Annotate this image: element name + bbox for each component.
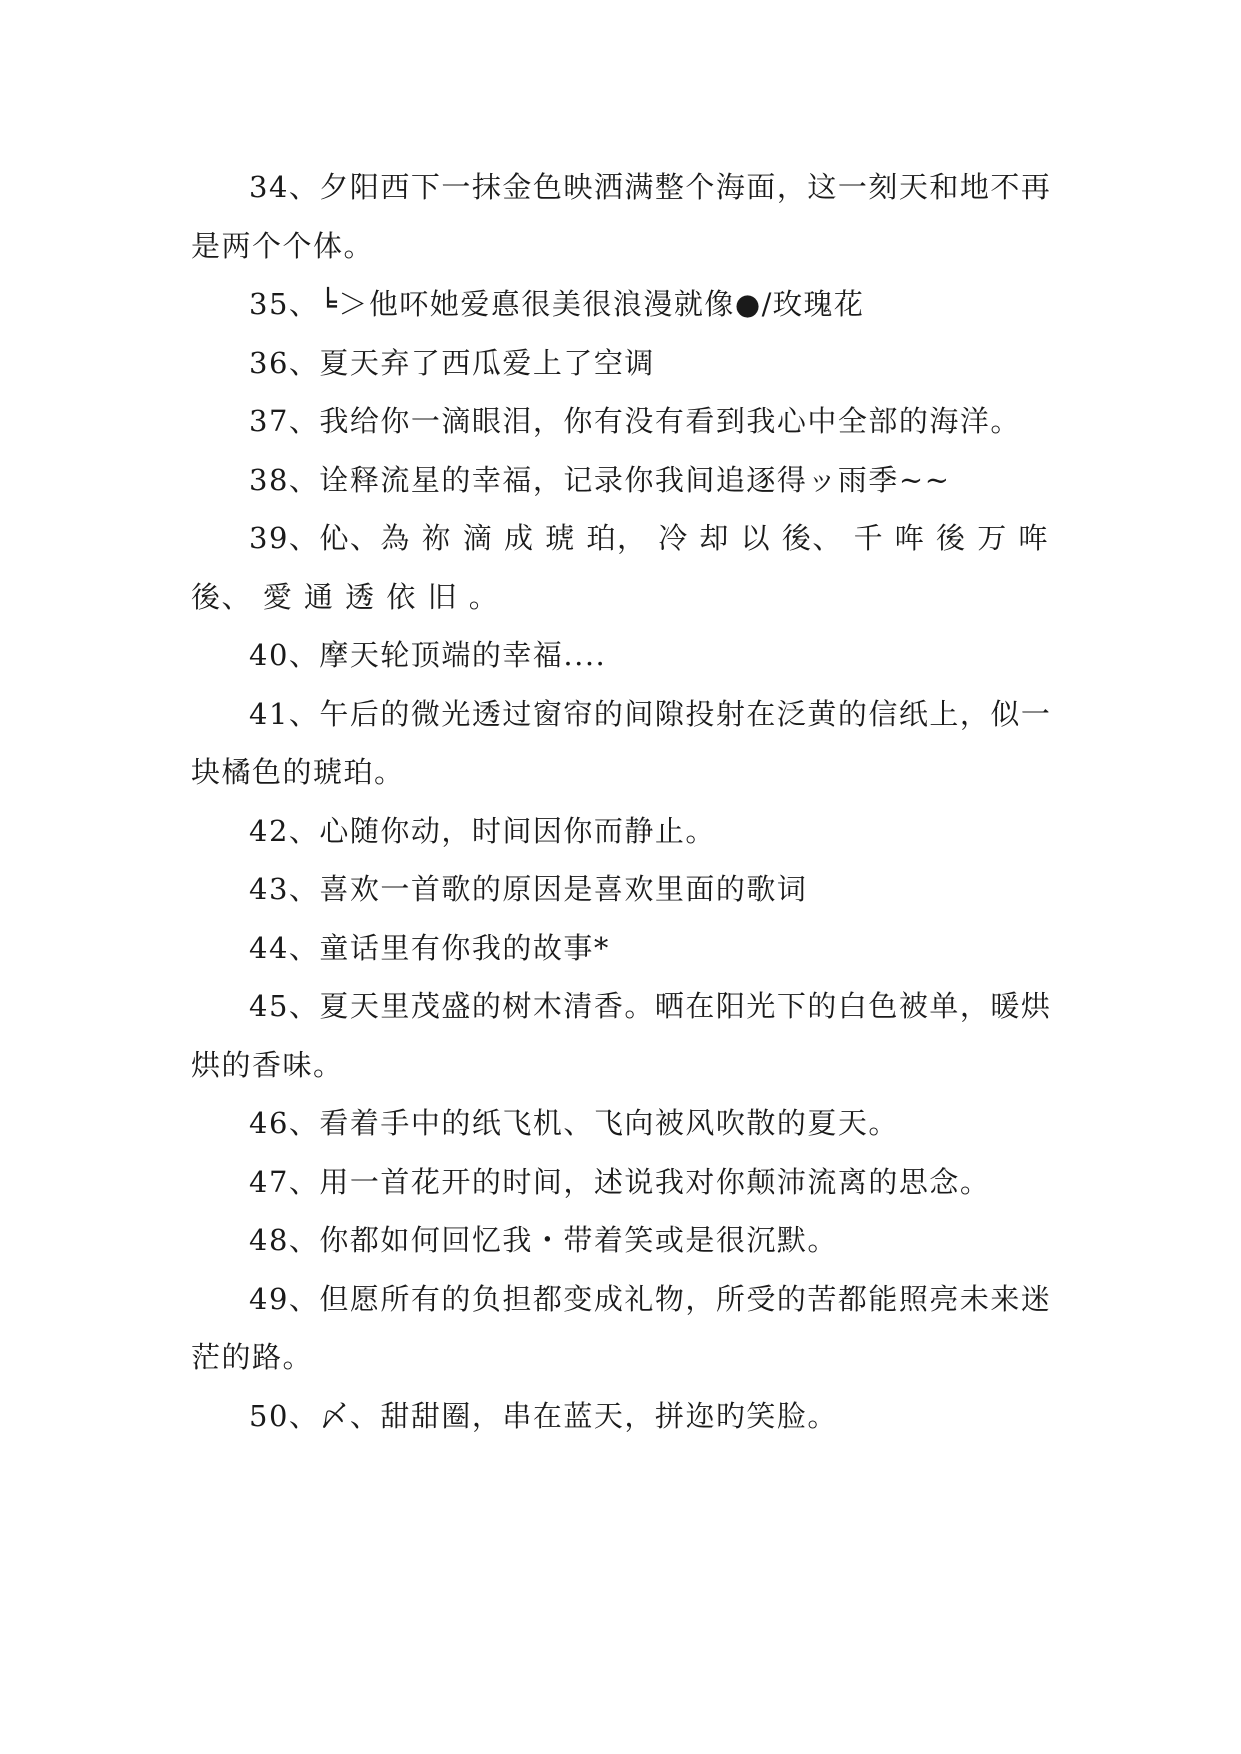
paragraph-41: 41、午后的微光透过窗帘的间隙投射在泛黄的信纸上，似一块橘色的琥珀。: [191, 696, 1052, 789]
paragraph-50: 50、〆、甜甜圈，串在蓝天，拼迩旳笑脸。: [249, 1398, 838, 1433]
paragraph-46: 46、看着手中的纸飞机、飞向被风吹散的夏天。: [249, 1106, 899, 1140]
paragraph-42: 42、心随你动，时间因你而静止。: [249, 813, 716, 848]
document-body: [191, 158, 1071, 1445]
paragraph-35: 35、╘＞他吥她爱悳很美很浪漫就像●/玫瑰花: [249, 287, 865, 321]
paragraph-36: 36、夏天弃了西瓜爱上了空调: [249, 345, 655, 380]
paragraph-40: 40、摩天轮顶端的幸福....: [249, 638, 607, 672]
paragraph-45: 45、夏天里茂盛的树木清香。晒在阳光下的白色被单，暖烘烘的香味。: [191, 989, 1052, 1082]
paragraph-39: 39、伈、為 祢 滴 成 琥 珀， 冷 却 以 後、 千 哖 後 万 哖 後、 愛 通 透 依 旧 。: [191, 521, 1049, 614]
paragraph-37: 37、我给你一滴眼泪，你有没有看到我心中全部的海洋。: [249, 404, 1021, 438]
paragraph-48: 48、你都如何回忆我・带着笑或是很沉默。: [249, 1223, 838, 1257]
paragraph-34: 34、夕阳西下一抹金色映洒满整个海面，这一刻天和地不再是两个个体。: [191, 170, 1052, 263]
paragraph-44: 44、童话里有你我的故事*: [249, 930, 610, 965]
paragraph-49: 49、但愿所有的负担都变成礼物，所受的苦都能照亮未来迷茫的路。: [191, 1281, 1052, 1374]
paragraph-38: 38、诠释流星的幸福，记录你我间追逐得ッ雨季~~: [249, 462, 951, 497]
paragraph-47: 47、用一首花开的时间，述说我对你颠沛流离的思念。: [249, 1164, 991, 1199]
paragraph-43: 43、喜欢一首歌的原因是喜欢里面的歌词: [249, 872, 808, 906]
